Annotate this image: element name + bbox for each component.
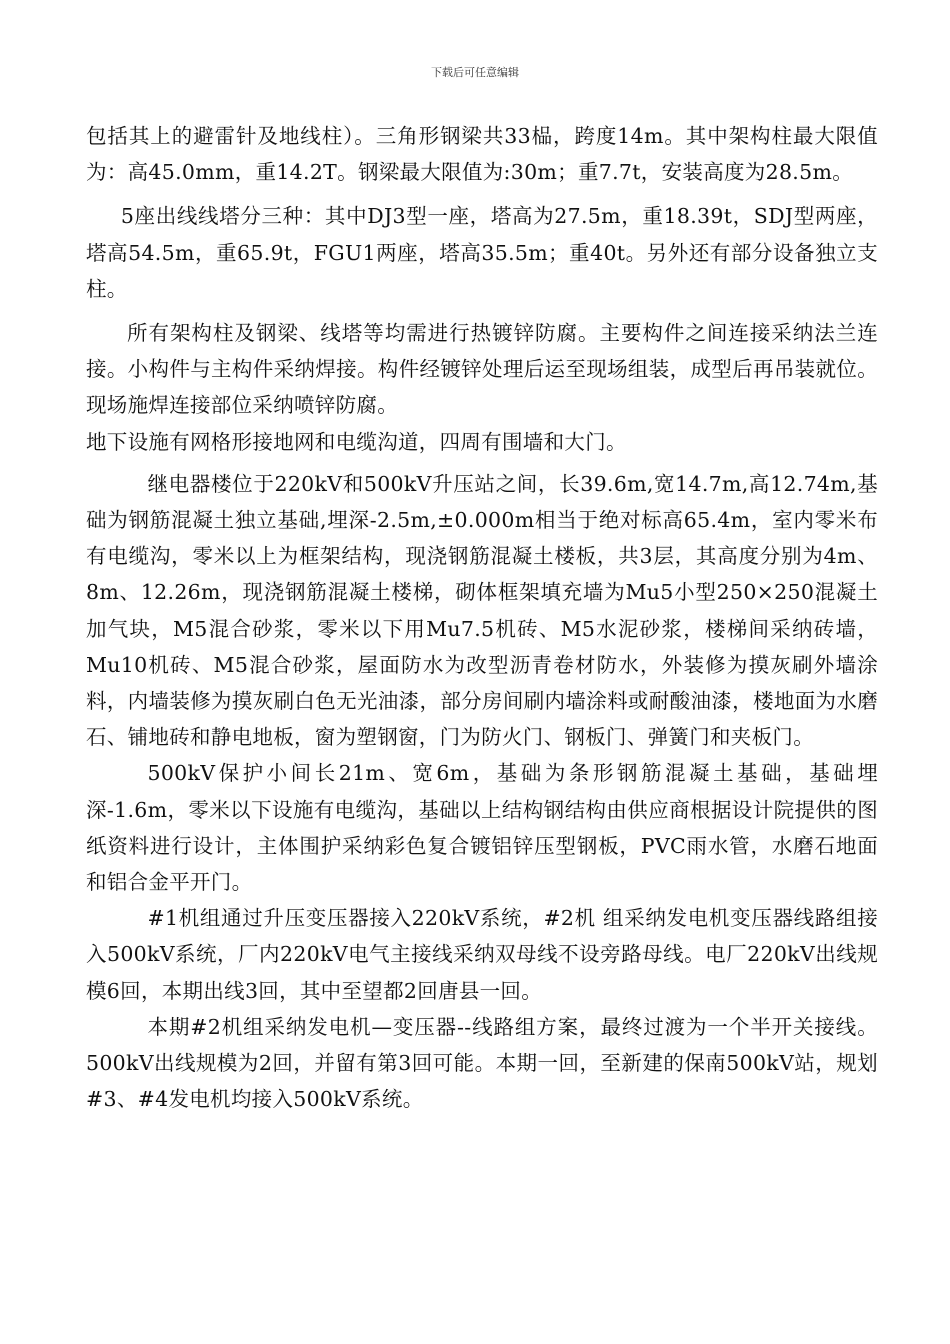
paragraph-unit2-scheme: 本期#2机组采纳发电机—变压器--线路组方案，最终过渡为一个半开关接线。500kV出线规模为2回，并留有第3回可能。本期一回，至新建的保南500kV站，规划#3、#4发电机均接入500kV系统。 [86, 1014, 878, 1112]
paragraph-steel-structure: 包括其上的避雷针及地线柱）。三角形钢梁共33榀，跨度14m。其中架构柱最大限值为：高45.0mm，重14.2T。钢梁最大限值为:30m；重7.7t，安装高度为28.5m。 [86, 124, 878, 185]
paragraph-galvanizing: 所有架构柱及钢梁、线塔等均需进行热镀锌防腐。主要构件之间连接采纳法兰连接。小构件与主构件采纳焊接。构件经镀锌处理后运至现场组装，成型后再吊装就位。现场施焊连接部位采纳喷锌防腐。 [86, 321, 878, 418]
paragraph-underground-facilities: 地下设施有网格形接地网和电缆沟道，四周有围墙和大门。 [86, 429, 627, 454]
paragraph-relay-building: 继电器楼位于220kV和500kV升压站之间，长39.6m,宽14.7m,高12.74m,基础为钢筋混凝土独立基础,埋深-2.5m,±0.000m相当于绝对标高65.4m，室内零米布有电缆沟，零米以上为框架结构，现浇钢筋混凝土楼板，共3层，其高度分别为4m、8m、12.26m，现浇钢筋混凝土楼梯，砌体框架填充墙为Mu5小型250×250混凝土加气块，M5混合砂浆，零米以下用Mu7.5机砖、M5水泥砂浆，楼梯间采纳砖墙，Mu10机砖、M5混合砂浆，屋面防水为改型沥青卷材防水，外装修为摸灰刷外墙涂料，内墙装修为摸灰刷白色无光油漆，部分房间刷内墙涂料或耐酸油漆，楼地面为水磨石、铺地砖和静电地板，窗为塑钢窗，门为防火门、钢板门、弹簧门和夹板门。 [86, 471, 878, 750]
paragraph-transmission-towers: 5座出线线塔分三种：其中DJ3型一座，塔高为27.5m，重18.39t，SDJ型两座，塔高54.5m，重65.9t，FGU1两座，塔高35.5m；重40t。另外还有部分设备独立支柱。 [86, 204, 878, 301]
paragraph-protection-room: 500kV保护小间长21m、宽6m，基础为条形钢筋混凝土基础，基础埋深-1.6m，零米以下设施有电缆沟，基础以上结构钢结构由供应商根据设计院提供的图纸资料进行设计，主体围护采纳彩色复合镀铝锌压型钢板，PVC雨水管，水磨石地面和铝合金平开门。 [86, 761, 878, 895]
document-body [86, 118, 878, 1117]
paragraph-unit-connection: #1机组通过升压变压器接入220kV系统，#2机 组采纳发电机变压器线路组接入500kV系统，厂内220kV电气主接线采纳双母线不设旁路母线。电厂220kV出线规模6回，本期出线3回，其中至望都2回唐县一回。 [86, 906, 878, 1003]
page-header: 下载后可任意编辑 [431, 66, 519, 79]
